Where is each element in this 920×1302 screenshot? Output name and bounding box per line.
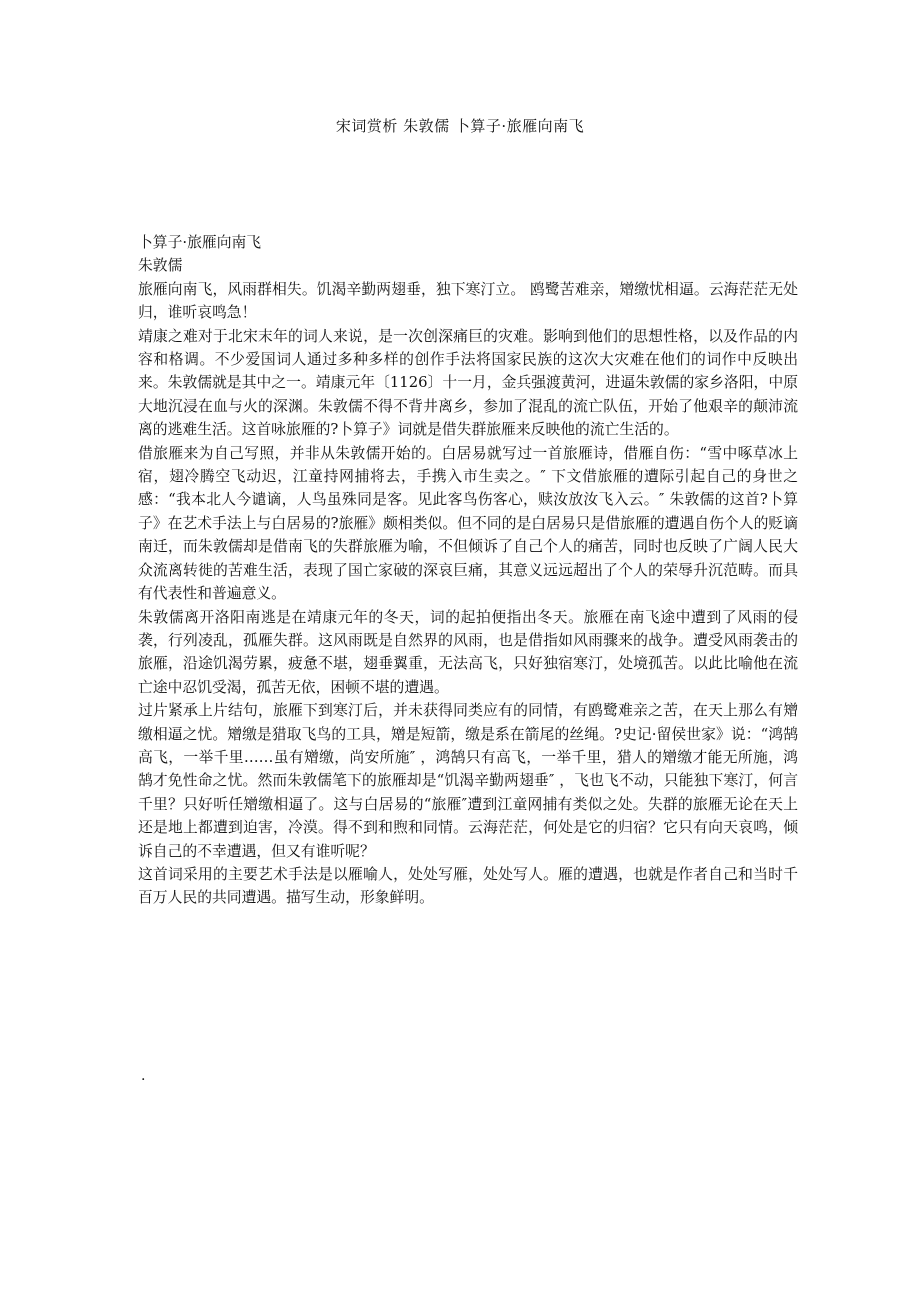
paragraph: 借旅雁来为自己写照，并非从朱敦儒开始的。白居易就写过一首旅雁诗，借雁自伤：“雪中啄草冰上宿，翅冷腾空飞动迟，江童持网捕将去，手携入市生卖之。″ 下文借旅雁的遭际引起自己的身世之感：“我本北人今谴谪，人鸟虽殊同是客。见此客鸟伤客心，赎汝放汝飞入云。″ 朱敦儒的这首?卜算子》在艺术手法上与白居易的?旅雁》颇相类似。但不同的是白居易只是借旅雁的遭遇自伤个人的贬谪南迁，而朱敦儒却是借南飞的失群旅雁为喻，不但倾诉了自己个人的痛苦，同时也反映了广阔人民大众流离转徙的苦难生活，表现了国亡家破的深哀巨痛，其意义远远超出了个人的荣辱升沉范畴。而具有代表性和普遍意义。 <box>138 444 798 603</box>
paragraph: 靖康之难对于北宋末年的词人来说，是一次创深痛巨的灾难。影响到他们的思想性格，以及作品的内容和格调。不少爱国词人通过多种多样的创作手法将国家民族的这次大灾难在他们的词作中反映出来。朱敦儒就是其中之一。靖康元年〔1126〕十一月，金兵强渡黄河，进逼朱敦儒的家乡洛阳，中原大地沉浸在血与火的深渊。朱敦儒不得不背井离乡，参加了混乱的流亡队伍，开始了他艰辛的颠沛流离的逃难生活。这首咏旅雁的?卜算子》词就是借失群旅雁来反映他的流亡生活的。 <box>138 327 798 439</box>
poem-text: 旅雁向南飞，风雨群相失。饥渴辛勤两翅垂，独下寒汀立。 鸥鹭苦难亲，矰缴忧相逼。云海茫茫无处归，谁听哀鸣急！ <box>138 280 798 322</box>
document-title: 宋词赏析 朱敦儒 卜算子·旅雁向南飞 <box>335 117 585 135</box>
end-mark: . <box>141 1068 146 1084</box>
paragraph: 这首词采用的主要艺术手法是以雁喻人，处处写雁，处处写人。雁的遭遇，也就是作者自己和当时千百万人民的共同遭遇。描写生动，形象鲜明。 <box>138 865 798 907</box>
poem-author: 朱敦儒 <box>138 257 183 275</box>
paragraph: 过片紧承上片结句，旅雁下到寒汀后，并未获得同类应有的同情，有鸥鹭难亲之苦，在天上那么有矰缴相逼之忧。矰缴是猎取飞鸟的工具，矰是短箭，缴是系在箭尾的丝绳。?史记·留侯世家》说：“鸿鹄高飞，一举千里……虽有矰缴，尚安所施″ ，鸿鹄只有高飞，一举千里，猎人的矰缴才能无所施，鸿鹄才免性命之忧。然而朱敦儒笔下的旅雁却是“饥渴辛勤两翅垂″ ，飞也飞不动，只能独下寒汀，何言千里？只好听任矰缴相逼了。这与白居易的“旅雁″遭到江童网捕有类似之处。失群的旅雁无论在天上还是地上都遭到迫害，冷漠。得不到和煦和同情。云海茫茫，何处是它的归宿？它只有向天哀鸣，倾诉自己的不幸遭遇，但又有谁听呢？ <box>138 702 798 860</box>
document-body <box>138 231 798 910</box>
poem-title: 卜算子·旅雁向南飞 <box>138 234 262 251</box>
paragraph: 朱敦儒离开洛阳南逃是在靖康元年的冬天，词的起拍便指出冬天。旅雁在南飞途中遭到了风雨的侵袭，行列凌乱，孤雁失群。这风雨既是自然界的风雨，也是借指如风雨骤来的战争。遭受风雨袭击的旅雁，沿途饥渴劳累，疲惫不堪，翅垂翼重，无法高飞，只好独宿寒汀，处境孤苦。以此比喻他在流亡途中忍饥受渴，孤苦无依，困顿不堪的遭遇。 <box>138 608 798 696</box>
